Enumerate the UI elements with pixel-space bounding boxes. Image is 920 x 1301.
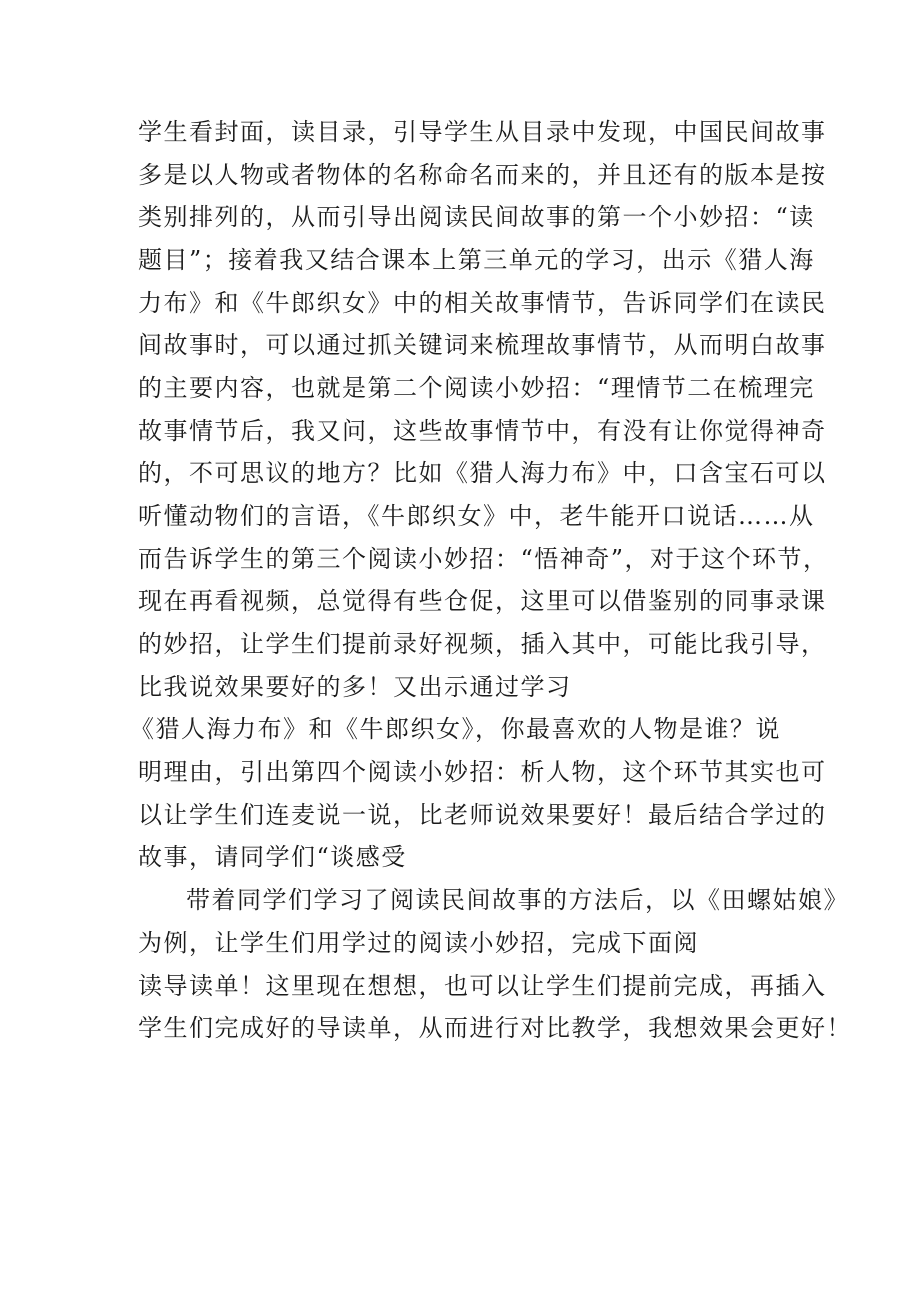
text-line: 多是以人物或者物体的名称命名而来的，并且还有的版本是按 (138, 161, 827, 189)
text-line: 比我说效果要好的多！又出示通过学习 (138, 673, 572, 701)
text-line: 听懂动物们的言语，《牛郎织女》中，老牛能开口说话……从 (138, 502, 815, 530)
text-line: 的，不可思议的地方？比如《猎人海力布》中，口含宝石可以 (138, 459, 827, 487)
text-line: 以让学生们连麦说一说，比老师说效果要好！最后结合学过的 (138, 801, 827, 829)
text-line: 故事，请同学们“谈感受 (138, 843, 407, 871)
text-line: 《猎人海力布》和《牛郎织女》，你最喜欢的人物是谁？说 (130, 715, 781, 743)
text-line: 力布》和《牛郎织女》中的相关故事情节，告诉同学们在读民 (138, 289, 827, 317)
text-line: 明理由，引出第四个阅读小妙招：析人物，这个环节其实也可 (138, 758, 827, 786)
text-line: 学生们完成好的导读单，从而进行对比教学，我想效果会更好！ (138, 1014, 852, 1042)
text-line: 故事情节后，我又问，这些故事情节中，有没有让你觉得神奇 (138, 417, 827, 445)
text-line: 间故事时，可以通过抓关键词来梳理故事情节，从而明白故事 (138, 331, 827, 359)
text-line: 类别排列的，从而引导出阅读民间故事的第一个小妙招：“读 (138, 203, 815, 231)
text-line: 为例，让学生们用学过的阅读小妙招，完成下面阅 (138, 929, 699, 957)
text-line: 学生看封面，读目录，引导学生从目录中发现，中国民间故事 (138, 118, 827, 146)
text-line: 的主要内容，也就是第二个阅读小妙招：“理情节二在梳理完 (138, 374, 815, 402)
text-line: 读导读单！这里现在想想，也可以让学生们提前完成，再插入 (138, 972, 827, 1000)
text-line: 而告诉学生的第三个阅读小妙招：“悟神奇”，对于这个环节， (138, 545, 829, 573)
text-line: 的妙招，让学生们提前录好视频，插入其中，可能比我引导， (138, 630, 827, 658)
text-line: 题目”；接着我又结合课本上第三单元的学习，出示《猎人海 (138, 246, 815, 274)
text-line: 带着同学们学习了阅读民间故事的方法后，以《田螺姑娘》 (186, 886, 849, 914)
text-line: 现在再看视频，总觉得有些仓促，这里可以借鉴别的同事录课 (138, 587, 827, 615)
